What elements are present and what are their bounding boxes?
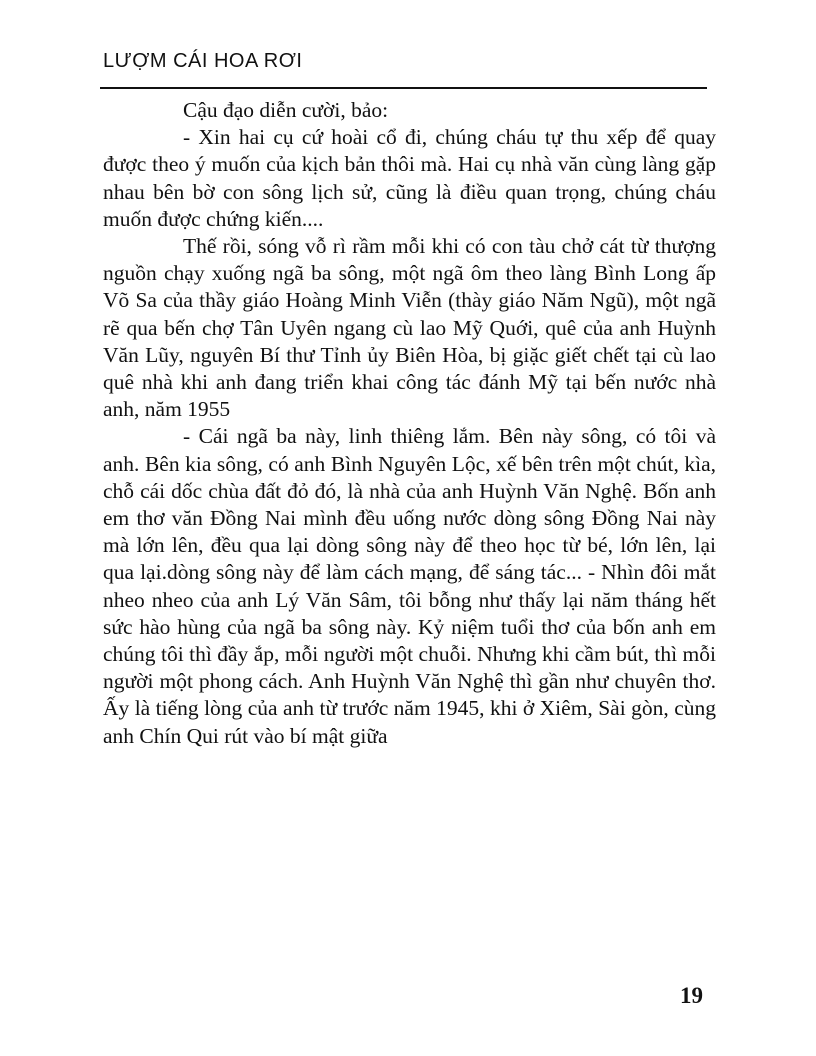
- page-number: 19: [680, 983, 703, 1008]
- paragraph: Thế rồi, sóng vỗ rì rầm mỗi khi có con tàu chở cát từ thượng nguồn chạy xuống ngã ba sông, một ngã ôm theo làng Bình Long ấp Võ Sa của thầy giáo Hoàng Minh Viễn (thày giáo Năm Ngũ), một ngã rẽ qua bến chợ Tân Uyên ngang cù lao Mỹ Quới, quê của anh Huỳnh Văn Lũy, nguyên Bí thư Tỉnh ủy Biên Hòa, bị giặc giết chết tại cù lao quê nhà khi anh đang triển khai công tác đánh Mỹ tại bến nước nhà anh, năm 1955: [103, 234, 716, 422]
- header-divider: [100, 87, 707, 89]
- paragraph: - Cái ngã ba này, linh thiêng lắm. Bên này sông, có tôi và anh. Bên kia sông, có anh Bình Nguyên Lộc, xế bên trên một chút, kìa, chỗ cái dốc chùa đất đỏ đó, là nhà của anh Huỳnh Văn Nghệ. Bốn anh em thơ văn Đồng Nai mình đều uống nước dòng sông Đồng Nai này mà lớn lên, đều qua lại dòng sông này để theo học từ bé, lớn lên, lại qua lại.dòng sông này để làm cách mạng, để sáng tác... - Nhìn đôi mắt nheo nheo của anh Lý Văn Sâm, tôi bỗng như thấy lại năm tháng hết sức hào hùng của ngã ba sông này. Kỷ niệm tuổi thơ của bốn anh em chúng tôi thì đầy ắp, mỗi người một chuỗi. Nhưng khi cầm bút, thì mỗi người một phong cách. Anh Huỳnh Văn Nghệ thì gần như chuyên thơ. Ấy là tiếng lòng của anh từ trước năm 1945, khi ở Xiêm, Sài gòn, cùng anh Chín Qui rút vào bí mật giữa: [103, 424, 716, 748]
- running-header: LƯỢM CÁI HOA RƠI: [103, 50, 303, 72]
- paragraph: - Xin hai cụ cứ hoài cổ đi, chúng cháu tự thu xếp để quay được theo ý muốn của kịch bản thôi mà. Hai cụ nhà văn cùng làng gặp nhau bên bờ con sông lịch sử, cũng là điều quan trọng, chúng cháu muốn được chứng kiến....: [103, 125, 716, 231]
- paragraph: Cậu đạo diễn cười, bảo:: [183, 98, 389, 122]
- page-body: [103, 97, 716, 750]
